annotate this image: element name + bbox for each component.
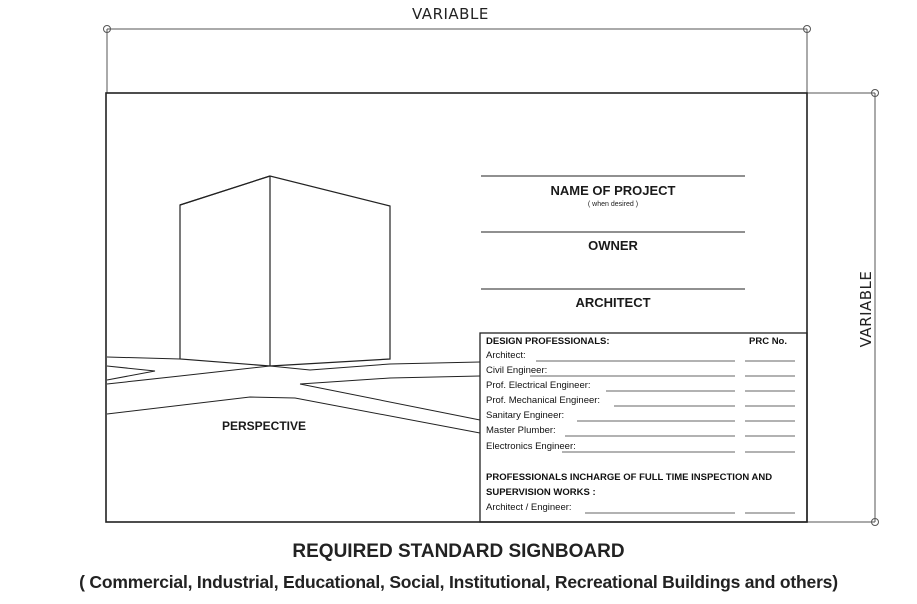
design-professionals-heading: DESIGN PROFESSIONALS: [486, 336, 610, 347]
professional-row: Civil Engineer: [486, 365, 548, 376]
name-of-project-note: ( when desired ) [587, 201, 639, 208]
name-of-project-label: NAME OF PROJECT [550, 183, 676, 198]
building-perspective [180, 176, 390, 366]
prc-number-heading: PRC No. [749, 336, 787, 347]
perspective-label: PERSPECTIVE [222, 419, 307, 433]
owner-label: OWNER [588, 238, 638, 253]
width-dimension [104, 26, 811, 94]
professional-row: Prof. Mechanical Engineer: [486, 395, 601, 406]
professional-row: Architect: [486, 350, 526, 361]
width-dimension-label: VARIABLE [412, 5, 489, 23]
inspection-heading-line1: PROFESSIONALS INCHARGE OF FULL TIME INSPECTION AND [486, 472, 773, 483]
height-dimension-label: VARIABLE [857, 270, 875, 348]
signboard-title: REQUIRED STANDARD SIGNBOARD [292, 541, 625, 562]
inspection-row: Architect / Engineer: [486, 502, 572, 513]
professional-row: Sanitary Engineer: [486, 410, 565, 421]
architect-label: ARCHITECT [575, 295, 651, 310]
signboard-subtitle: ( Commercial, Industrial, Educational, Social, Institutional, Recreational Buildings and others) [79, 572, 838, 592]
professional-row: Master Plumber: [486, 425, 556, 436]
inspection-heading-line2: SUPERVISION WORKS : [486, 487, 596, 498]
professional-row: Electronics Engineer: [486, 441, 576, 452]
professional-row: Prof. Electrical Engineer: [486, 380, 591, 391]
